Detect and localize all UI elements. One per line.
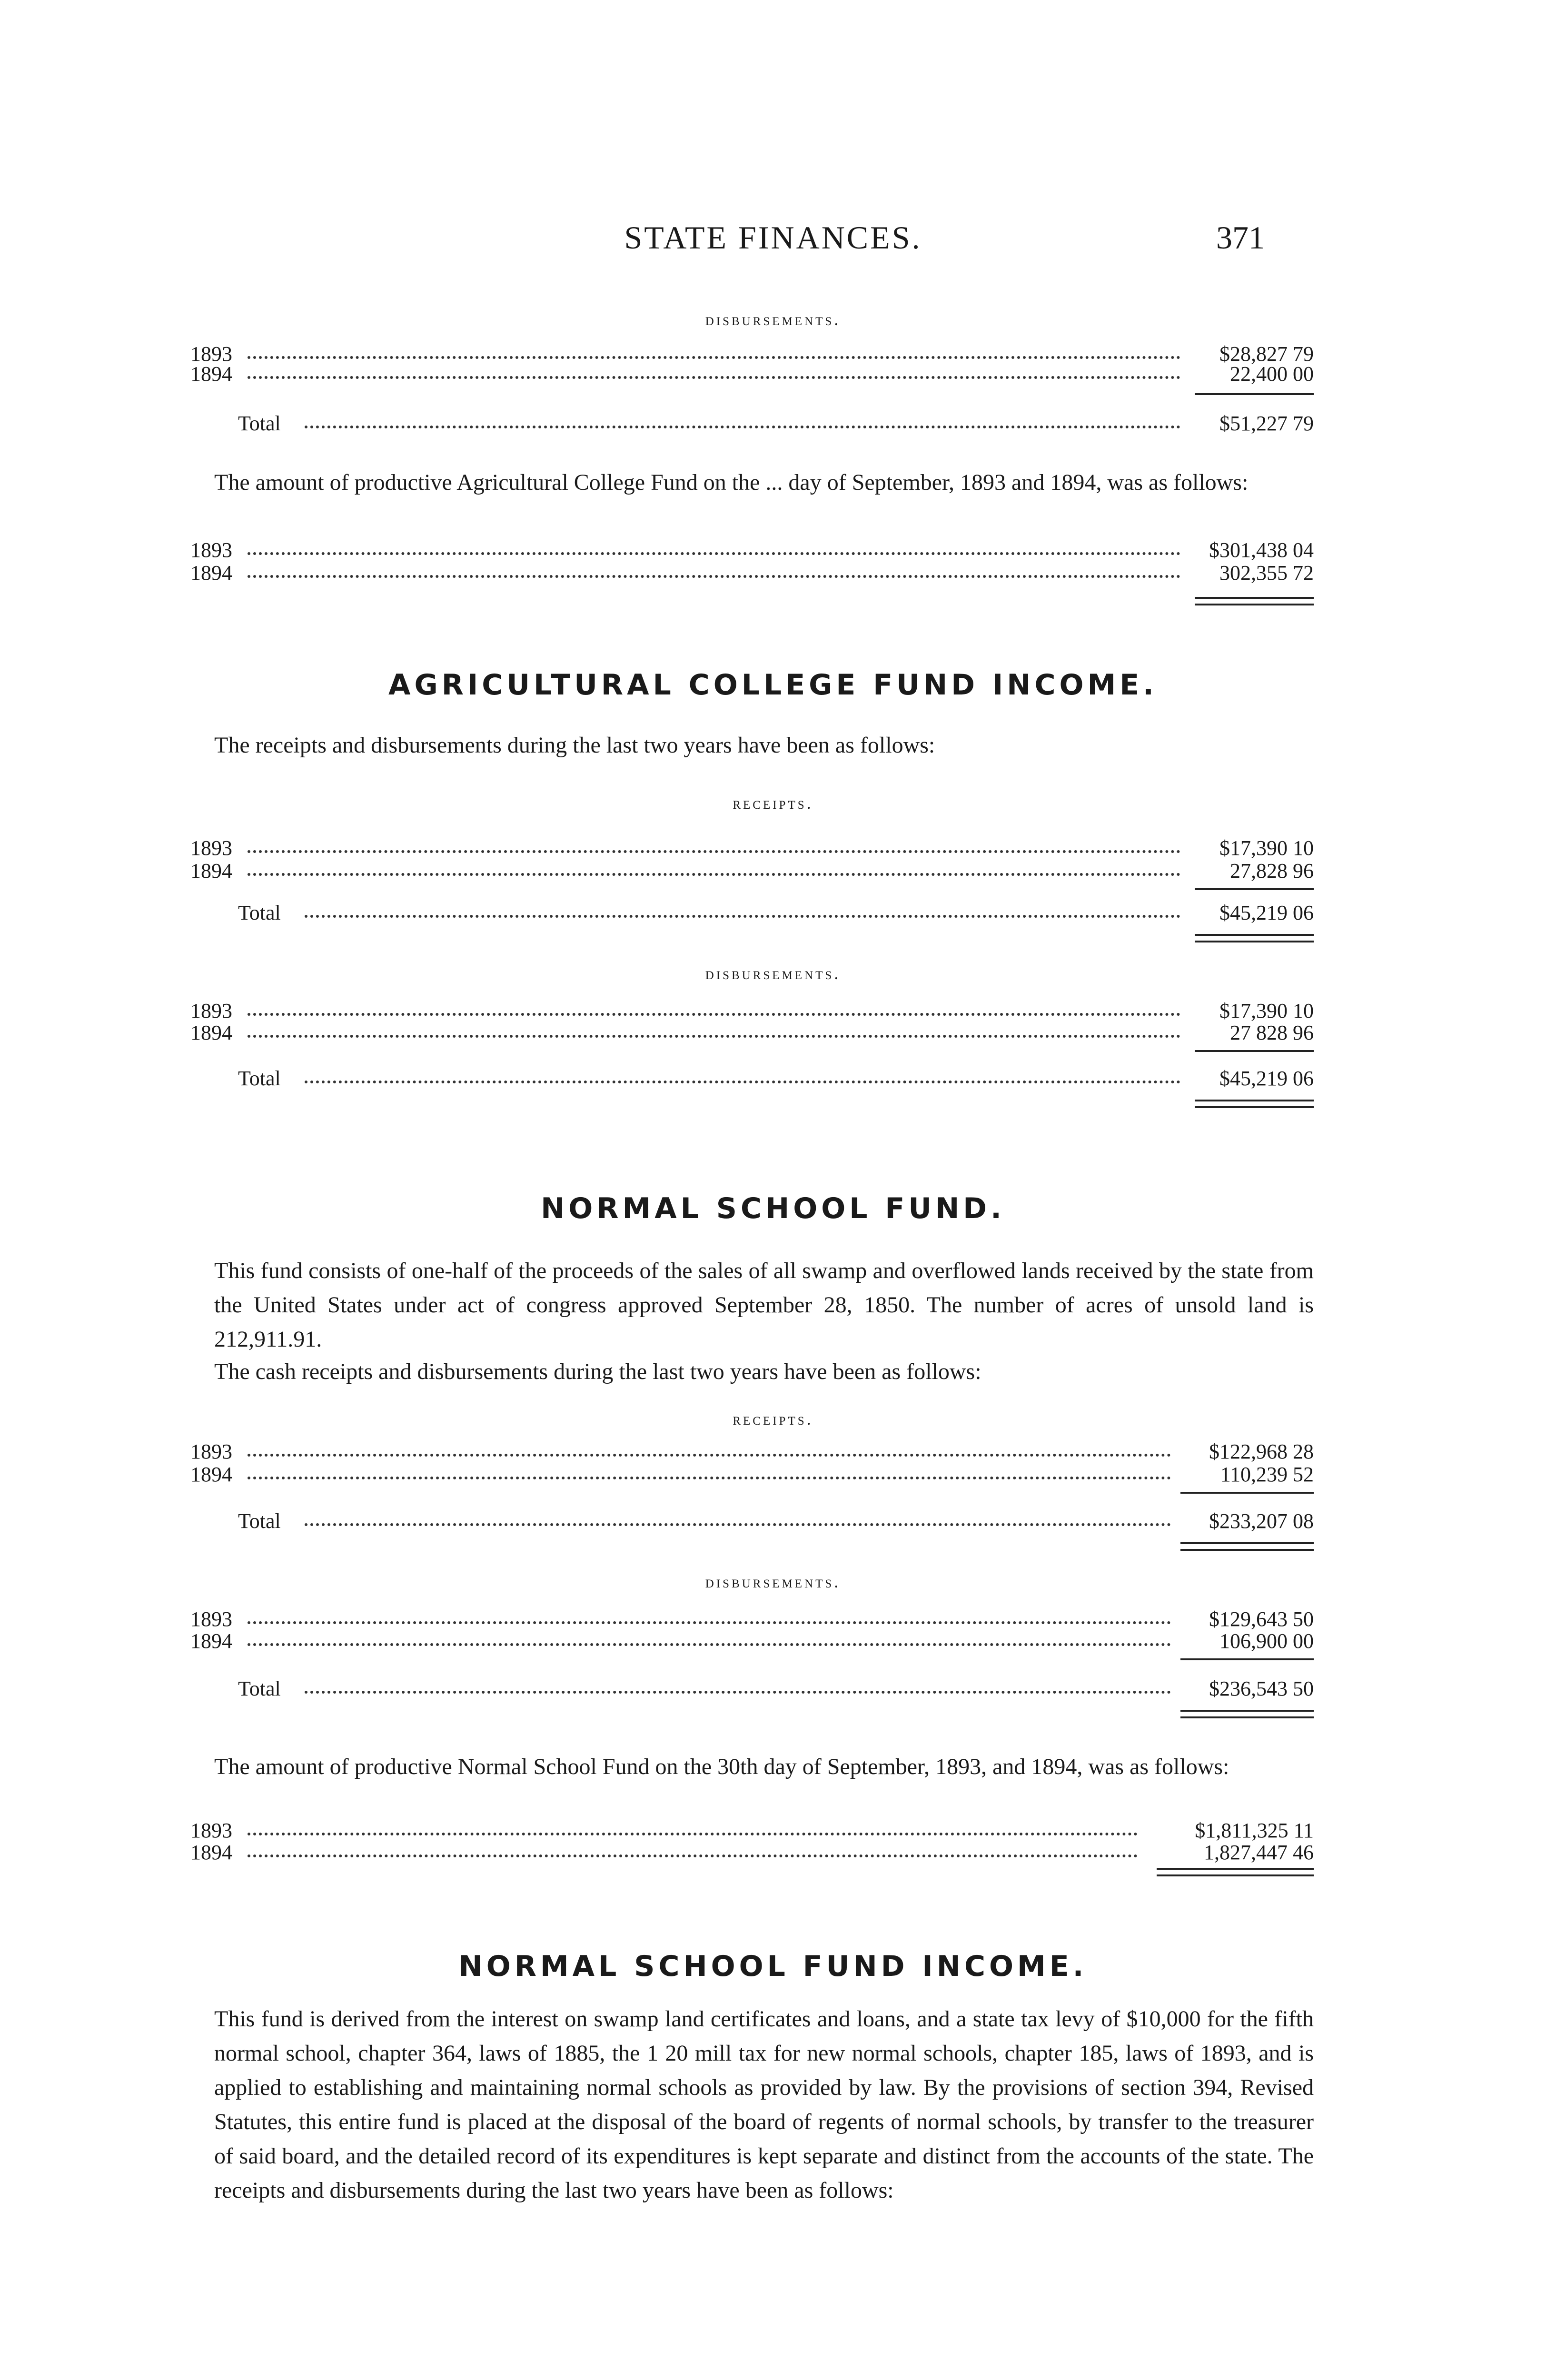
leader-dots — [248, 1854, 1138, 1857]
normal-income-paragraph: This fund is derived from the interest on swamp land certificates and loans, and a state tax levy of $10,000 for the fifth normal school, chapter 364, laws of 1885, the 1 20 mill tax for new normal schools, chapter 185, laws of 1893, and is applied to establishing and maintaining normal schools as provided by law. By the provisions of section 394, Revised Statutes, this entire fund is placed at the disposal of the board of regents of normal schools, by transfer to the treasurer of said board, and the detailed record of its expenditures is kept separate and distinct from the accounts of the state. The receipts and disbursements during the last two years have been as follows: — [214, 2006, 1314, 2203]
row-amount: $301,438 04 — [1209, 538, 1314, 562]
leader-dots — [248, 850, 1180, 853]
page-number: 371 — [1216, 219, 1265, 256]
total-amount: $51,227 79 — [1219, 412, 1314, 435]
section-title: AGRICULTURAL COLLEGE FUND INCOME. — [388, 668, 1158, 702]
leader-dots — [248, 1454, 1171, 1457]
ledger-row — [190, 1462, 1314, 1489]
leader-dots — [248, 1643, 1171, 1646]
ledger-row — [190, 1021, 1314, 1047]
row-year: 1894 — [190, 1021, 232, 1044]
row-year: 1894 — [190, 1463, 232, 1486]
double-rule — [1157, 1868, 1314, 1876]
section-intro: The cash receipts and disbursements during the last two years have been as follows: — [214, 1359, 981, 1384]
total-amount: $45,219 06 — [1219, 1067, 1314, 1090]
row-year: 1893 — [190, 836, 232, 860]
row-amount: $122,968 28 — [1209, 1440, 1314, 1463]
sum-rule — [1195, 1050, 1314, 1052]
ledger-row — [190, 1840, 1314, 1867]
row-amount: 302,355 72 — [1219, 561, 1314, 585]
double-rule — [1180, 1542, 1314, 1551]
leader-dots — [305, 1691, 1171, 1694]
row-year: 1894 — [190, 561, 232, 585]
row-amount: $17,390 10 — [1219, 999, 1314, 1022]
row-year: 1893 — [190, 1607, 232, 1631]
total-row — [190, 1509, 1314, 1536]
section-title: NORMAL SCHOOL FUND. — [541, 1192, 1005, 1225]
row-year: 1894 — [190, 1629, 232, 1653]
leader-dots — [305, 1081, 1180, 1083]
row-amount: 27 828 96 — [1230, 1021, 1314, 1044]
running-title: STATE FINANCES. — [624, 219, 922, 256]
double-rule — [1180, 1710, 1314, 1718]
leader-dots — [248, 1833, 1138, 1835]
ledger-row — [190, 362, 1314, 388]
section-title: NORMAL SCHOOL FUND INCOME. — [458, 1950, 1088, 1983]
total-label: Total — [238, 1067, 281, 1090]
leader-dots — [248, 873, 1180, 876]
leader-dots — [248, 356, 1180, 359]
total-label: Total — [238, 1677, 281, 1700]
row-amount: 27,828 96 — [1230, 859, 1314, 883]
ledger-row — [190, 1629, 1314, 1656]
total-amount: $45,219 06 — [1219, 901, 1314, 924]
leader-dots — [248, 575, 1180, 578]
row-year: 1893 — [190, 1819, 232, 1842]
sum-rule — [1195, 393, 1314, 395]
disbursements-heading: disbursements. — [705, 310, 841, 329]
ledger-row — [190, 561, 1314, 587]
total-label: Total — [238, 1509, 281, 1533]
row-amount: $129,643 50 — [1209, 1607, 1314, 1631]
leader-dots — [248, 552, 1180, 555]
total-label: Total — [238, 901, 281, 924]
row-amount: $1,811,325 11 — [1195, 1819, 1314, 1842]
productive-ag-paragraph: The amount of productive Agricultural College Fund on the ... day of September, 1893 and 1894, was as follows: — [214, 470, 1249, 495]
leader-dots — [305, 426, 1180, 428]
total-row — [190, 1066, 1314, 1093]
sum-rule — [1180, 1492, 1314, 1494]
total-amount: $236,543 50 — [1209, 1677, 1314, 1700]
double-rule — [1195, 1100, 1314, 1108]
receipts-heading: receipts. — [733, 793, 813, 813]
row-year: 1893 — [190, 999, 232, 1022]
disbursements-heading: disbursements. — [705, 1572, 841, 1591]
leader-dots — [305, 1523, 1171, 1526]
row-year: 1894 — [190, 859, 232, 883]
double-rule — [1195, 934, 1314, 942]
row-amount: $17,390 10 — [1219, 836, 1314, 860]
row-year: 1893 — [190, 538, 232, 562]
row-amount: 110,239 52 — [1220, 1463, 1314, 1486]
row-year: 1894 — [190, 362, 232, 386]
total-amount: $233,207 08 — [1209, 1509, 1314, 1533]
ledger-row — [190, 859, 1314, 885]
total-row — [190, 901, 1314, 927]
leader-dots — [248, 376, 1180, 379]
sum-rule — [1180, 1658, 1314, 1660]
receipts-heading: receipts. — [733, 1409, 813, 1428]
running-head — [0, 219, 1546, 262]
normal-fund-paragraph: This fund consists of one-half of the proceeds of the sales of all swamp and overflowed lands received by the state from the United States under act of congress approved September 28, 1850. The number of acres of unsold land is 212,911.91. — [214, 1258, 1314, 1352]
leader-dots — [248, 1013, 1180, 1016]
row-amount: 1,827,447 46 — [1204, 1841, 1314, 1864]
total-row — [190, 411, 1314, 438]
row-year: 1893 — [190, 342, 232, 366]
row-year: 1894 — [190, 1841, 232, 1864]
section-intro: The receipts and disbursements during the last two years have been as follows: — [214, 733, 935, 758]
leader-dots — [248, 1621, 1171, 1624]
row-year: 1893 — [190, 1440, 232, 1463]
productive-normal-paragraph: The amount of productive Normal School Fund on the 30th day of September, 1893, and 1894, was as follows: — [214, 1754, 1229, 1779]
disbursements-heading: disbursements. — [705, 964, 841, 983]
total-row — [190, 1676, 1314, 1703]
row-amount: 22,400 00 — [1230, 362, 1314, 386]
row-amount: $28,827 79 — [1219, 342, 1314, 366]
leader-dots — [305, 915, 1180, 918]
total-label: Total — [238, 412, 281, 435]
double-rule — [1195, 597, 1314, 605]
sum-rule — [1195, 888, 1314, 890]
row-amount: 106,900 00 — [1219, 1629, 1314, 1653]
leader-dots — [248, 1035, 1180, 1038]
leader-dots — [248, 1477, 1171, 1479]
